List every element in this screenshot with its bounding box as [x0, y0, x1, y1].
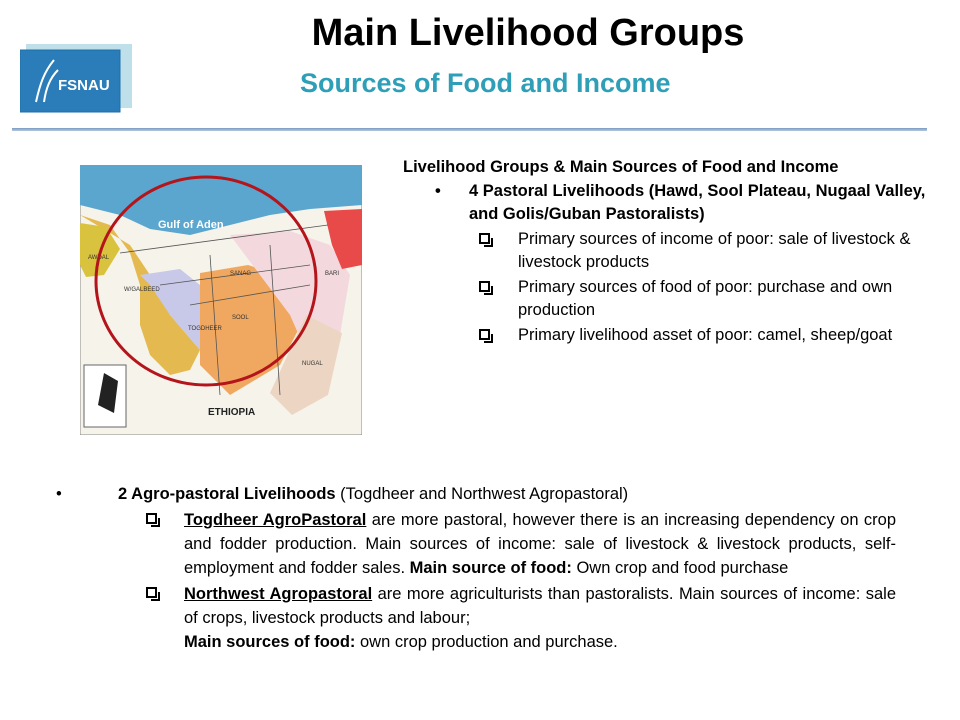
svg-text:BARI: BARI [325, 271, 340, 277]
agropastoral-livelihoods-section [56, 482, 896, 654]
svg-text:SOOL: SOOL [232, 315, 249, 321]
bullet-dot: • [435, 182, 441, 200]
bullet-dot: • [56, 485, 62, 503]
header-divider [12, 128, 927, 131]
checkbox-bullet-icon [479, 281, 490, 292]
svg-text:ETHIOPIA: ETHIOPIA [208, 407, 256, 418]
checkbox-bullet-icon [479, 329, 490, 340]
svg-text:Gulf of Aden: Gulf of Aden [158, 219, 224, 231]
page-title: Main Livelihood Groups [311, 12, 745, 54]
svg-text:TOGDHEER: TOGDHEER [188, 326, 222, 332]
togdheer-agropastoral-item: Togdheer AgroPastoral are more pastoral, however there is an increasing dependency on crop and fodder production. Main sources of income: sale of livestock & livestock products, self-employment and fodder sales. Main source of food: Own crop and food purchase [56, 508, 896, 580]
page-subtitle: Sources of Food and Income [300, 68, 671, 98]
somaliland-livelihood-map [80, 165, 362, 435]
svg-text:NUGAL: NUGAL [302, 361, 323, 367]
svg-text:W/GALBEED: W/GALBEED [124, 287, 160, 293]
pastoral-bullet-text: 4 Pastoral Livelihoods (Hawd, Sool Plateau, Nugaal Valley, and Golis/Guban Pastoralists) [469, 182, 926, 223]
list-item: Primary livelihood asset of poor: camel, sheep/goat [403, 324, 928, 347]
pastoral-bullet [403, 180, 928, 226]
svg-text:AWDAL: AWDAL [88, 255, 110, 261]
agropastoral-bullet: • 2 Agro-pastoral Livelihoods (Togdheer and Northwest Agropastoral) [56, 482, 896, 506]
svg-text:SANAG: SANAG [230, 271, 252, 277]
northwest-agropastoral-item: Northwest Agropastoral are more agriculturists than pastoralists. Main sources of income: sale of crops, livestock products and labour; Main sources of food: own crop production and purchase. [56, 582, 896, 654]
pastoral-livelihoods-section [403, 156, 928, 347]
svg-text:FSNAU: FSNAU [58, 77, 110, 94]
pastoral-details-list [403, 228, 928, 347]
checkbox-bullet-icon [146, 513, 157, 524]
section-heading: Livelihood Groups & Main Sources of Food and Income [403, 158, 839, 176]
list-item: Primary sources of food of poor: purchase and own production [403, 276, 928, 322]
checkbox-bullet-icon [479, 233, 490, 244]
list-item: Primary sources of income of poor: sale of livestock & livestock products [403, 228, 928, 274]
checkbox-bullet-icon [146, 587, 157, 598]
